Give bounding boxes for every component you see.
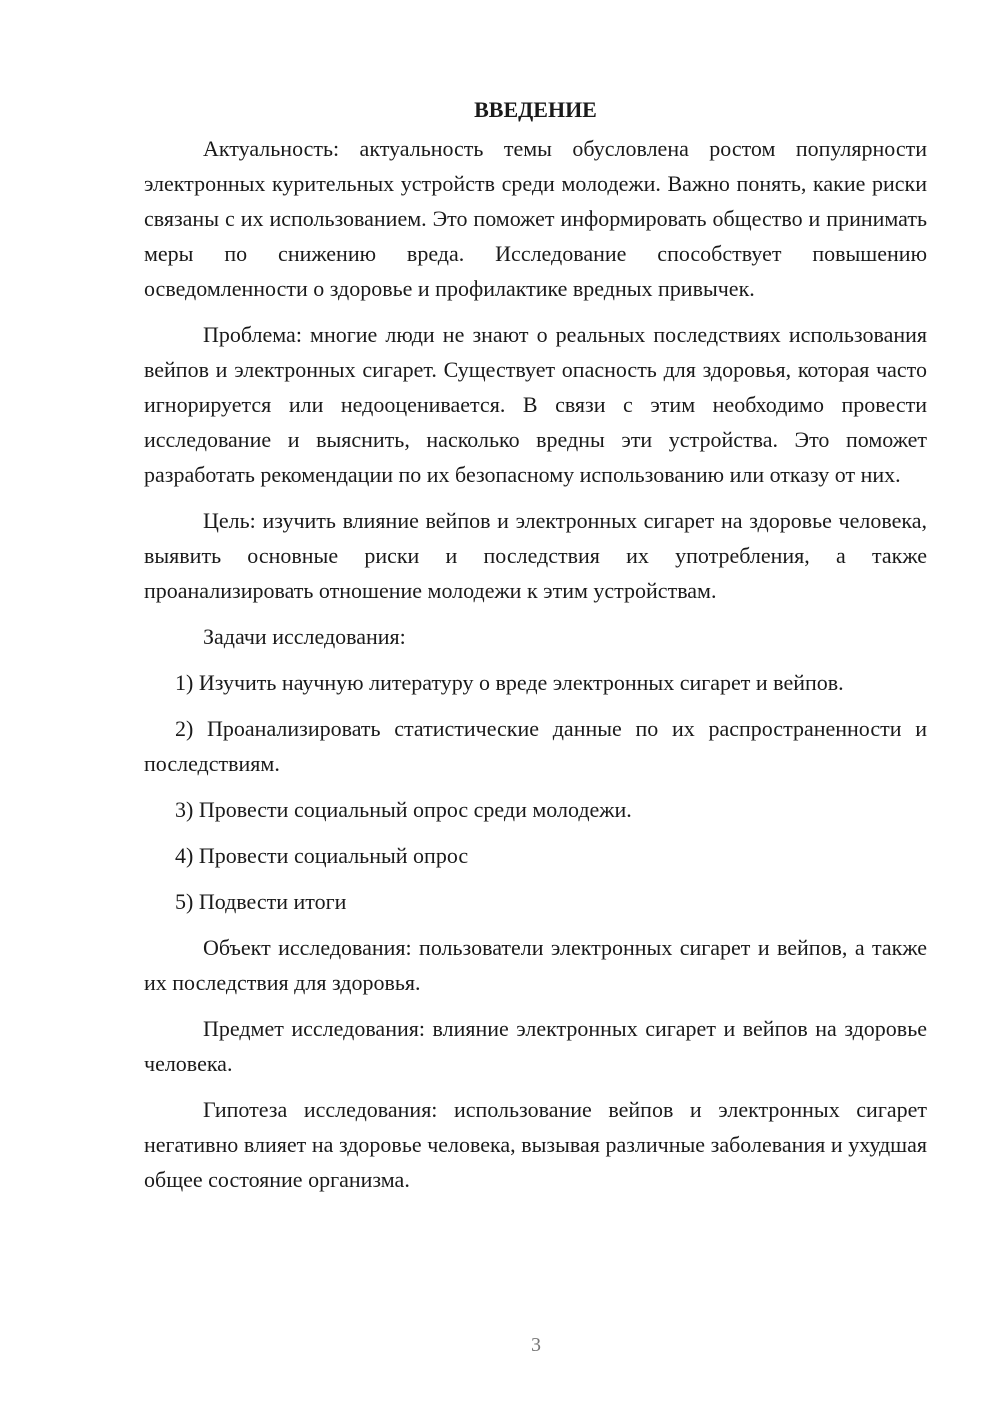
relevance-paragraph: Актуальность: актуальность темы обусловлена ростом популярности электронных курительных устройств среди молодежи. Важно понять, какие риски связаны с их использованием. Это поможет информировать общество и принимать меры по снижению вреда. Исследование способствует повышению осведомленности о здоровье и профилактике вредных привычек. (144, 136, 927, 301)
task-item: 5) Подвести итоги (175, 889, 347, 914)
task-item: 4) Провести социальный опрос (175, 843, 469, 868)
section-title: ВВЕДЕНИЕ (474, 97, 597, 122)
subject-paragraph: Предмет исследования: влияние электронных сигарет и вейпов на здоровье человека. (144, 1016, 927, 1076)
tasks-heading: Задачи исследования: (203, 624, 406, 649)
goal-paragraph: Цель: изучить влияние вейпов и электронных сигарет на здоровье человека, выявить основные риски и последствия их употребления, а также проанализировать отношение молодежи к этим устройствам. (144, 508, 927, 603)
page-number: 3 (531, 1334, 541, 1356)
problem-paragraph: Проблема: многие люди не знают о реальных последствиях использования вейпов и электронных сигарет. Существует опасность для здоровья, которая часто игнорируется или недооценивается. В связи с этим необходимо провести исследование и выяснить, насколько вредны эти устройства. Это поможет разработать рекомендации по их безопасному использованию или отказу от них. (144, 322, 927, 487)
document-page (144, 92, 927, 1208)
hypothesis-paragraph: Гипотеза исследования: использование вейпов и электронных сигарет негативно влияет на здоровье человека, вызывая различные заболевания и ухудшая общее состояние организма. (144, 1097, 927, 1192)
task-item: 2) Проанализировать статистические данные по их распространенности и последствиям. (144, 716, 927, 776)
task-item: 3) Провести социальный опрос среди молодежи. (175, 797, 632, 822)
object-paragraph: Объект исследования: пользователи электронных сигарет и вейпов, а также их последствия для здоровья. (144, 935, 927, 995)
task-item: 1) Изучить научную литературу о вреде электронных сигарет и вейпов. (175, 670, 844, 695)
